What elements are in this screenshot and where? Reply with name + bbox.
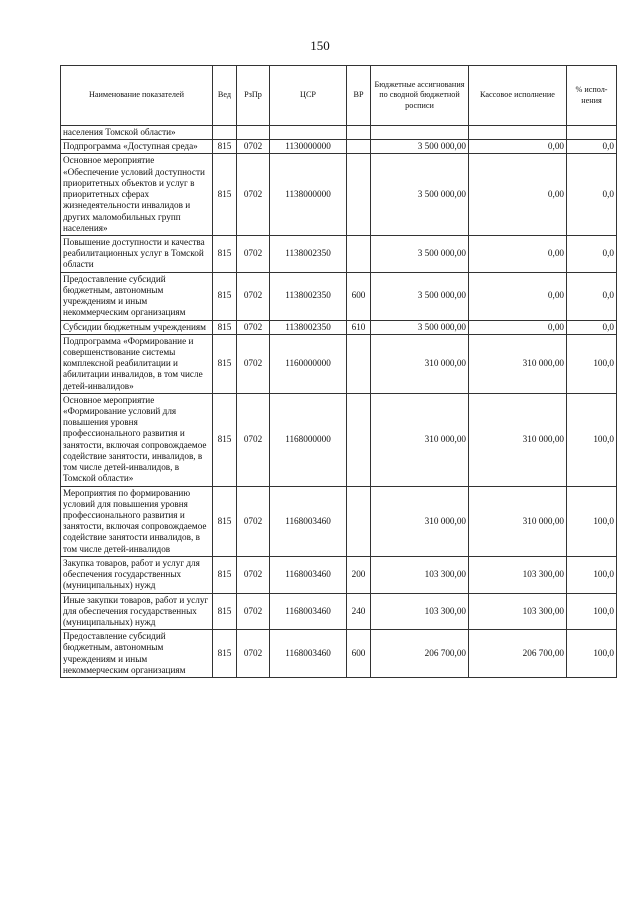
row-csr: 1168003460 — [270, 593, 347, 630]
row-ved: 815 — [213, 593, 237, 630]
row-rzpr — [237, 126, 270, 140]
row-budget: 206 700,00 — [371, 630, 469, 678]
row-cash: 103 300,00 — [469, 593, 567, 630]
header-pct: % испол-нения — [567, 66, 617, 126]
table-row — [61, 393, 617, 486]
row-pct: 100,0 — [567, 393, 617, 486]
table-row — [61, 320, 617, 334]
row-name: Повышение доступности и качества реабилитационных услуг в Томской области — [61, 235, 213, 272]
row-vr — [347, 486, 371, 556]
row-pct: 0,0 — [567, 272, 617, 320]
row-rzpr: 0702 — [237, 556, 270, 593]
row-rzpr: 0702 — [237, 140, 270, 154]
row-vr — [347, 235, 371, 272]
row-budget: 3 500 000,00 — [371, 154, 469, 236]
table-header — [61, 66, 617, 126]
row-csr — [270, 126, 347, 140]
row-pct: 0,0 — [567, 154, 617, 236]
header-budget: Бюджетные ассигнования по сводной бюджетной росписи — [371, 66, 469, 126]
row-name: Основное мероприятие «Формирование условий для повышения уровня профессионального развития и занятости, включая сопровождаемое содействие занятости, инвалидов, в том числе детей-инвалидов, в Томской области» — [61, 393, 213, 486]
row-pct — [567, 126, 617, 140]
row-ved — [213, 126, 237, 140]
row-rzpr: 0702 — [237, 334, 270, 393]
row-rzpr: 0702 — [237, 486, 270, 556]
row-vr — [347, 126, 371, 140]
row-vr — [347, 334, 371, 393]
row-vr: 200 — [347, 556, 371, 593]
row-name: Подпрограмма «Доступная среда» — [61, 140, 213, 154]
row-vr — [347, 393, 371, 486]
row-pct: 100,0 — [567, 593, 617, 630]
page-number: 150 — [310, 38, 330, 53]
row-rzpr: 0702 — [237, 630, 270, 678]
row-ved: 815 — [213, 320, 237, 334]
row-budget: 310 000,00 — [371, 334, 469, 393]
row-rzpr: 0702 — [237, 393, 270, 486]
row-budget: 310 000,00 — [371, 486, 469, 556]
row-csr: 1160000000 — [270, 334, 347, 393]
row-cash: 0,00 — [469, 320, 567, 334]
row-cash: 206 700,00 — [469, 630, 567, 678]
row-vr: 240 — [347, 593, 371, 630]
row-vr: 610 — [347, 320, 371, 334]
row-budget: 103 300,00 — [371, 556, 469, 593]
row-budget: 3 500 000,00 — [371, 320, 469, 334]
row-rzpr: 0702 — [237, 272, 270, 320]
table-row — [61, 140, 617, 154]
row-vr — [347, 140, 371, 154]
row-cash: 310 000,00 — [469, 486, 567, 556]
row-csr: 1138002350 — [270, 272, 347, 320]
header-vr: ВР — [347, 66, 371, 126]
row-cash: 0,00 — [469, 235, 567, 272]
table-row — [61, 486, 617, 556]
row-csr: 1138002350 — [270, 235, 347, 272]
row-budget: 310 000,00 — [371, 393, 469, 486]
row-ved: 815 — [213, 235, 237, 272]
row-cash: 310 000,00 — [469, 334, 567, 393]
row-csr: 1168003460 — [270, 486, 347, 556]
row-ved: 815 — [213, 140, 237, 154]
row-cash: 103 300,00 — [469, 556, 567, 593]
row-name: Подпрограмма «Формирование и совершенствование системы комплексной реабилитации и абилитации инвалидов, в том числе детей-инвалидов» — [61, 334, 213, 393]
row-cash: 310 000,00 — [469, 393, 567, 486]
row-name: Закупка товаров, работ и услуг для обеспечения государственных (муниципальных) нужд — [61, 556, 213, 593]
row-rzpr: 0702 — [237, 593, 270, 630]
row-ved: 815 — [213, 334, 237, 393]
row-pct: 100,0 — [567, 630, 617, 678]
table-row — [61, 126, 617, 140]
table-row — [61, 154, 617, 236]
row-pct: 0,0 — [567, 235, 617, 272]
row-pct: 100,0 — [567, 334, 617, 393]
row-name: Основное мероприятие «Обеспечение условий доступности приоритетных объектов и услуг в приоритетных сферах жизнедеятельности инвалидов и других маломобильных групп населения» — [61, 154, 213, 236]
row-name: Мероприятия по формированию условий для повышения уровня профессионального развития и занятости, включая сопровождаемое содействие занятости инвалидов, в том числе детей-инвалидов — [61, 486, 213, 556]
table-row — [61, 272, 617, 320]
row-name: Иные закупки товаров, работ и услуг для обеспечения государственных (муниципальных) нужд — [61, 593, 213, 630]
row-pct: 0,0 — [567, 140, 617, 154]
header-rzpr: РзПр — [237, 66, 270, 126]
row-budget: 103 300,00 — [371, 593, 469, 630]
header-csr: ЦСР — [270, 66, 347, 126]
table-row — [61, 334, 617, 393]
row-csr: 1130000000 — [270, 140, 347, 154]
row-pct: 100,0 — [567, 486, 617, 556]
row-cash: 0,00 — [469, 154, 567, 236]
row-pct: 0,0 — [567, 320, 617, 334]
row-vr: 600 — [347, 630, 371, 678]
row-csr: 1168003460 — [270, 630, 347, 678]
row-ved: 815 — [213, 393, 237, 486]
row-cash: 0,00 — [469, 140, 567, 154]
row-cash: 0,00 — [469, 272, 567, 320]
row-name: Предоставление субсидий бюджетным, автономным учреждениям и иным некоммерческим организациям — [61, 630, 213, 678]
table-row — [61, 630, 617, 678]
row-rzpr: 0702 — [237, 235, 270, 272]
table-row — [61, 235, 617, 272]
row-csr: 1138000000 — [270, 154, 347, 236]
header-cash: Кассовое исполнение — [469, 66, 567, 126]
row-budget: 3 500 000,00 — [371, 272, 469, 320]
row-ved: 815 — [213, 486, 237, 556]
row-ved: 815 — [213, 272, 237, 320]
row-csr: 1168003460 — [270, 556, 347, 593]
row-rzpr: 0702 — [237, 320, 270, 334]
row-name: населения Томской области» — [61, 126, 213, 140]
row-budget — [371, 126, 469, 140]
row-pct: 100,0 — [567, 556, 617, 593]
header-ved: Вед — [213, 66, 237, 126]
row-vr — [347, 154, 371, 236]
row-vr: 600 — [347, 272, 371, 320]
budget-table — [60, 65, 617, 678]
row-budget: 3 500 000,00 — [371, 235, 469, 272]
table-row — [61, 556, 617, 593]
row-csr: 1138002350 — [270, 320, 347, 334]
row-name: Субсидии бюджетным учреждениям — [61, 320, 213, 334]
row-ved: 815 — [213, 556, 237, 593]
row-ved: 815 — [213, 630, 237, 678]
row-cash — [469, 126, 567, 140]
table-row — [61, 593, 617, 630]
row-name: Предоставление субсидий бюджетным, автономным учреждениям и иным некоммерческим организациям — [61, 272, 213, 320]
row-ved: 815 — [213, 154, 237, 236]
header-name: Наименование показателей — [61, 66, 213, 126]
row-csr: 1168000000 — [270, 393, 347, 486]
row-budget: 3 500 000,00 — [371, 140, 469, 154]
row-rzpr: 0702 — [237, 154, 270, 236]
table-body — [61, 126, 617, 678]
